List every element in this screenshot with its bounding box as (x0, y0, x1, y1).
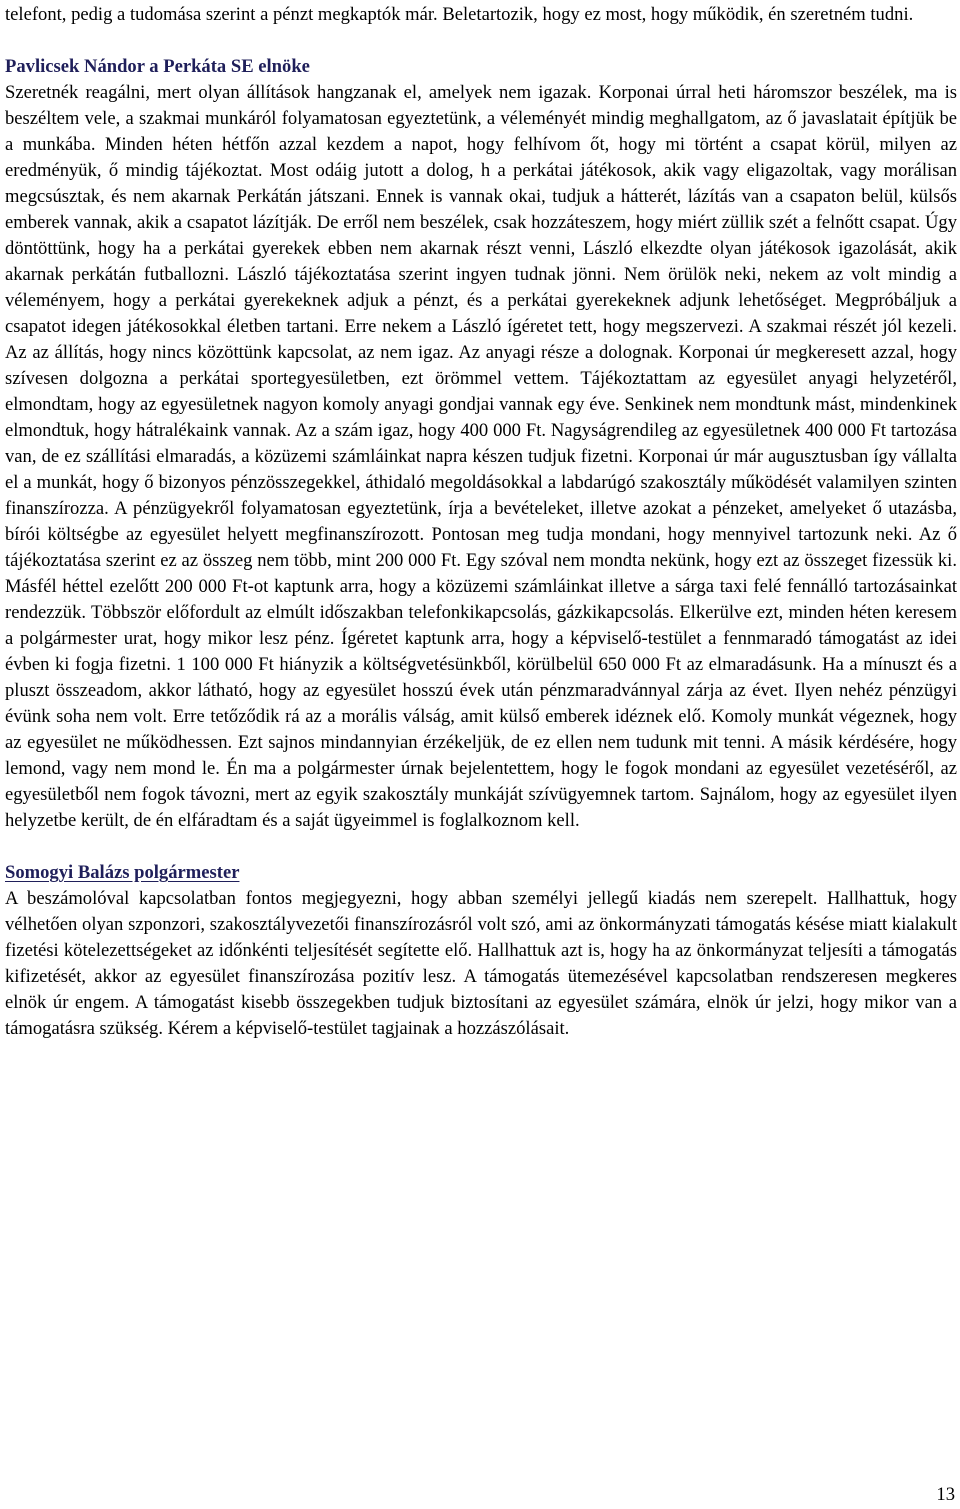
speech-somogyi: A beszámolóval kapcsolatban fontos megjegyezni, hogy abban személyi jellegű kiadás nem szerepelt. Hallhattuk, hogy vélhetően olyan szponzori, szakosztályvezetői finanszírozásról volt szó, ami az önkormányzati támogatás késése miatt kialakult fizetési kötelezettségeket az időnkénti teljesítését segítette elő. Hallhattuk azt is, hogy ha az önkormányzat teljesíti a támogatás kifizetését, akkor az egyesület finanszírozása pozitív lesz. A támogatás ütemezésével kapcsolatban rendszeresen megkeres elnök úr engem. A támogatást kisebb összegekben tudjuk biztosítani az egyesület számára, elnök úr jelzi, hogy mikor van a támogatásra szükség. Kérem a képviselő-testület tagjainak a hozzászólásait. (5, 888, 957, 1039)
paragraph-gap (5, 834, 957, 860)
speaker-name-somogyi: Somogyi Balázs polgármester (5, 862, 240, 883)
speaker-heading-somogyi (5, 860, 957, 886)
opening-paragraph: telefont, pedig a tudomása szerint a pénzt megkaptók már. Beletartozik, hogy ez most, hogy működik, én szeretném tudni. (5, 4, 914, 25)
speech-pavlicsek: Szeretnék reagálni, mert olyan állítások hangzanak el, amelyek nem igazak. Korponai úrral heti háromszor beszélek, ma is beszéltem vele, a szakmai munkáról folyamatosan egyeztetünk, a véleményét mindig meghallgatom, az ő javaslatait építjük be a munkába. Minden héten hétfőn azzal kezdem a napot, hogy felhívom őt, hogy mi történt a csapat körül, milyen az eredményük, ő mindig tájékoztat. Most odáig jutott a dolog, h a perkátai játékosok, akik vagy eligazoltak, vagy morálisan megcsúsztak, és nem akarnak Perkátán játszani. Ennek is vannak okai, tudjuk a hátterét, lázítás van a csapaton belül, külsős emberek vannak, akik a csapatot lázítják. De erről nem beszélek, csak hozzáteszem, hogy miért züllik szét a felnőtt csapat. Úgy döntöttünk, hogy ha a perkátai gyerekek ebben nem akarnak részt venni, László elkezdte olyan játékosok igazolását, akik akarnak perkátán futballozni. László tájékoztatása szerint ingyen tudnak jönni. Nem örülök neki, nekem az volt mindig a véleményem, hogy a perkátai gyerekeknek adjuk a pénzt, és a perkátai gyerekeknek adjunk lehetőséget. Megpróbáljuk a csapatot idegen játékosokkal életben tartani. Erre nekem a László ígéretet tett, hogy megszervezi. A szakmai részét jól kezeli. Az az állítás, hogy nincs közöttünk kapcsolat, az nem igaz. Az anyagi része a dolognak. Korponai úr megkeresett azzal, hogy szívesen dolgozna a perkátai sportegyesületben, ezt örömmel vettem. Tájékoztattam az egyesület anyagi helyzetéről, elmondtam, hogy az egyesületnek nagyon komoly anyagi gondjai vannak egy éve. Senkinek nem mondtunk mást, mindenkinek elmondtuk, hogy hátralékaink vannak. Az a szám igaz, hogy 400 000 Ft. Nagyságrendileg az egyesületnek 400 000 Ft tartozása van, de ez szállítási elmaradás, a közüzemi számláinkat napra készen tudjuk fizetni. Korponai úr már augusztusban így vállalta el a munkát, hogy ő bizonyos pénzösszegekkel, áthidaló megoldásokkal a labdarúgó szakosztály működését valamilyen szinten finanszírozza. A pénzügyekről folyamatosan egyeztetünk, írja a bevételeket, illetve azokat a pénzeket, amelyeket ő utazásba, bírói költségbe az egyesület helyett megfinanszírozott. Pontosan meg tudja mondani, hogy mennyivel tartozunk neki. Az ő tájékoztatása szerint ez az összeg nem több, mint 200 000 Ft. Egy szóval nem mondta nekünk, hogy ezt az összeget fizessük ki. Másfél héttel ezelőtt 200 000 Ft-ot kaptunk arra, hogy a közüzemi számláinkat illetve a sárga taxi felé fennálló tartozásainkat rendezzük. Többször előfordult az elmúlt időszakban telefonkikapcsolás, gázkikapcsolás. Elkerülve ezt, minden héten keresem a polgármester urat, hogy mikor lesz pénz. Ígéretet kaptunk arra, hogy a képviselő-testület a fennmaradó támogatást az idei évben ki fogja fizetni. 1 100 000 Ft hiányzik a költségvetésünkből, körülbelül 650 000 Ft az elmaradásunk. Ha a mínuszt és a pluszt összeadom, akkor látható, hogy az egyesület hosszú évek után pénzmaradvánnyal zárja az évet. Ilyen nehéz pénzügyi évünk soha nem volt. Erre tetőződik rá az a morális válság, amit külső emberek idéznek elő. Komoly munkát végeznek, hogy az egyesület ne működhessen. Ezt sajnos mindannyian érzékeljük, de ez ellen nem tudunk mit tenni. A másik kérdésére, hogy lemond, vagy nem mond le. Én ma a polgármester úrnak bejelentettem, hogy le fogok mondani az egyesület vezetéséről, az egyesületből nem fogok távozni, mert az egyik szakosztály munkáját szívügyemnek tartom. Sajnálom, hogy az egyesület ilyen helyzetbe került, de én elfáradtam és a saját ügyeimmel is foglalkoznom kell. (5, 82, 957, 831)
speaker-heading-pavlicsek: Pavlicsek Nándor a Perkáta SE elnöke (5, 56, 310, 77)
page-number: 13 (936, 1484, 955, 1505)
paragraph-gap (5, 28, 957, 54)
document-page (5, 2, 957, 1042)
